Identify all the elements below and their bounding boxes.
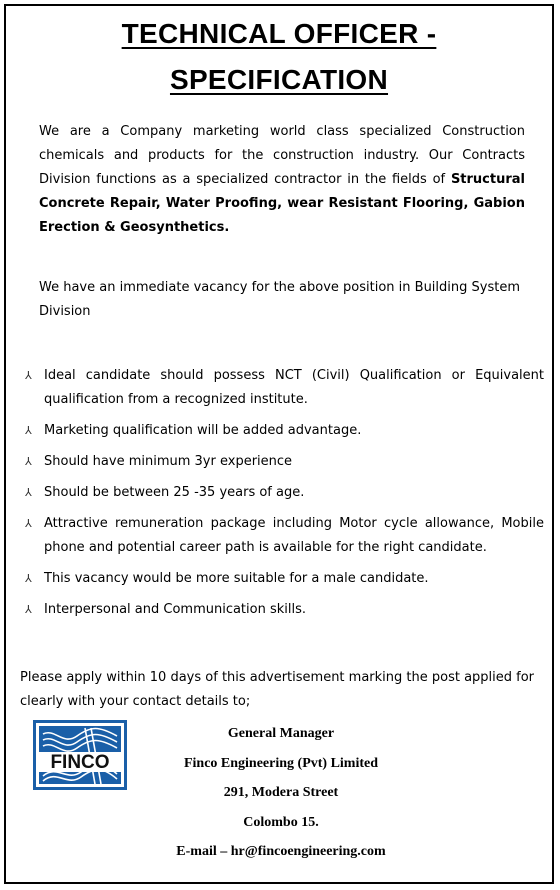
triangle-bullet-icon: ⅄ <box>25 572 32 585</box>
intro-paragraph <box>39 120 525 240</box>
requirement-text: Ideal candidate should possess NCT (Civil) Qualification or Equivalent qualification from a recognized institute. <box>44 368 544 407</box>
contact-block <box>156 719 406 867</box>
requirement-item <box>22 598 544 622</box>
requirement-item <box>22 419 544 443</box>
intro-text: We are a Company marketing world class specialized Construction chemicals and products for the construction industry. Our Contracts Division functions as a specialized contractor in the fields of <box>39 124 525 187</box>
requirement-item <box>22 364 544 412</box>
requirements-list <box>22 364 544 629</box>
advertisement-frame <box>4 4 554 884</box>
requirement-item <box>22 512 544 560</box>
title-line-1: TECHNICAL OFFICER - <box>121 18 437 49</box>
contact-company: Finco Engineering (Pvt) Limited <box>183 755 379 771</box>
requirement-item <box>22 450 544 474</box>
vacancy-paragraph: We have an immediate vacancy for the above position in Building System Division <box>39 280 520 319</box>
contact-email[interactable]: E-mail – hr@fincoengineering.com <box>176 844 386 859</box>
contact-title: General Manager <box>227 726 335 741</box>
triangle-bullet-icon: ⅄ <box>25 455 32 468</box>
requirement-text: Marketing qualification will be added advantage. <box>44 423 362 438</box>
requirement-text: Attractive remuneration package including Motor cycle allowance, Mobile phone and potential career path is available for the right candidate. <box>44 516 544 555</box>
triangle-bullet-icon: ⅄ <box>25 517 32 530</box>
requirement-text: This vacancy would be more suitable for a male candidate. <box>44 571 429 586</box>
intro-bold-fields: Structural Concrete Repair, Water Proofing, wear Resistant Flooring, Gabion Erection & Geosynthetics. <box>39 172 525 235</box>
triangle-bullet-icon: ⅄ <box>25 424 32 437</box>
requirement-text: Should have minimum 3yr experience <box>44 454 293 469</box>
requirement-text: Should be between 25 -35 years of age. <box>44 485 305 500</box>
contact-city: Colombo 15. <box>243 814 319 830</box>
triangle-bullet-icon: ⅄ <box>25 603 32 616</box>
apply-instructions: Please apply within 10 days of this advertisement marking the post applied for clearly with your contact details to; <box>20 670 535 709</box>
triangle-bullet-icon: ⅄ <box>25 369 32 382</box>
contact-street: 291, Modera Street <box>223 785 339 800</box>
requirement-item <box>22 567 544 591</box>
requirement-text: Interpersonal and Communication skills. <box>44 602 307 617</box>
finco-logo <box>33 720 127 790</box>
logo-wordmark: FINCO <box>50 752 110 773</box>
requirement-item <box>22 481 544 505</box>
title-line-2: SPECIFICATION <box>169 64 389 95</box>
triangle-bullet-icon: ⅄ <box>25 486 32 499</box>
